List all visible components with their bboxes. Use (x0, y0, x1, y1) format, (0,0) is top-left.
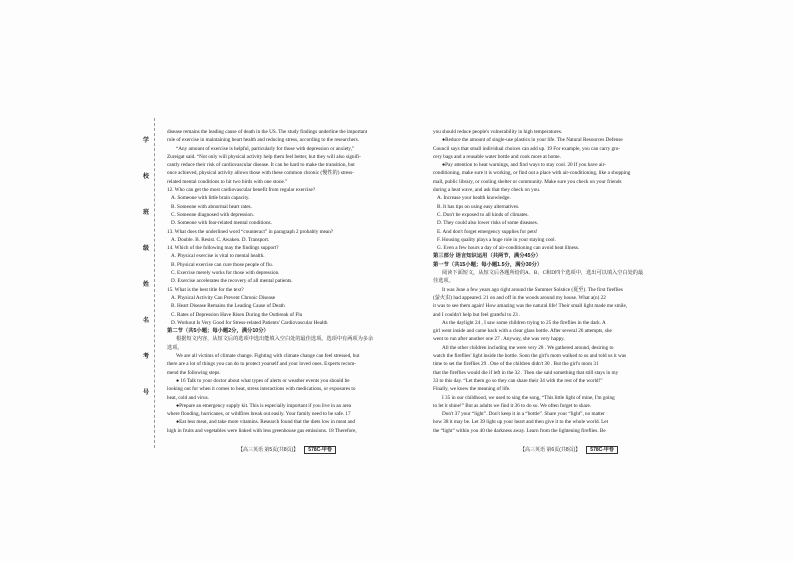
text-line: We are all victims of climate change. Fighting with climate change can feel stressed, but (176, 353, 360, 360)
text-line: time to set the fireflies 29 . One of the children didn't 30 . But the girl's mom 31 (433, 361, 599, 368)
text-line: 佳选项。 (433, 278, 454, 285)
text-line: role of exercise in maintaining heart health and reducing stress, according to the researchers. (167, 137, 360, 144)
text-line: it was to see them again! How amazing was the natural life! Their small light made me smile, (433, 303, 628, 310)
text-line: heat, cold and virus. (167, 394, 209, 401)
text-line: D. Exercise accelerates the recovery of all mental patients. (171, 278, 293, 285)
text-line: C. Rates of Depression Have Risen During the Outbreak of Flu (171, 311, 303, 318)
text-line: As the daylight 24 , I saw some children trying to 25 the fireflies in the dark. A (442, 319, 606, 326)
text-line: related mental conditions to hit two birds with one stone.” (167, 178, 288, 185)
text-line: mend the following steps. (167, 369, 221, 376)
text-line: (萤火虫) had appeared. 21 on and off in the woods around my house. What a(n) 22 (433, 294, 606, 301)
right-footer-tag: 578C-甲卷 (586, 446, 618, 454)
binding-margin-labels (140, 128, 152, 428)
text-line: B. Someone with abnormal heart rates. (171, 203, 252, 210)
text-line: 第一节（共15小题；每小题1.5分，满分30分） (433, 261, 543, 268)
text-line: A. Increase your health knowledge. (437, 195, 511, 202)
text-line: once achieved, physical activity allows those with these common chronic (慢性的) stress- (167, 170, 354, 177)
text-line: E. And don't forget emergency supplies for pets! (437, 228, 538, 235)
right-page-text (433, 128, 695, 435)
text-line: Finally, we knew the meaning of life. (433, 386, 511, 393)
text-line: cery bags and a reusable water bottle and cook more at home. (433, 153, 561, 160)
text-line: during a heat wave, and ask that they check on you. (433, 187, 541, 194)
text-line: D. They could also lower risks of some diseases. (437, 220, 539, 227)
text-line: C. Someone diagnosed with depression. (171, 211, 254, 218)
text-line: 选项。 (167, 344, 183, 351)
left-footer-text: 【高三英语 第5页(共8页)】 (238, 447, 299, 453)
margin-mark: 号 (142, 390, 149, 396)
margin-mark: 考 (142, 354, 149, 360)
text-line: 33 to this day. “Let them go so they can share their 34 with the rest of the world!” (433, 377, 603, 384)
text-line: cantly reduce their risk of cardiovascular disease. It can be hard to make the transition, but (167, 162, 355, 169)
left-page-text (167, 128, 429, 435)
margin-mark: 学 (142, 138, 149, 144)
text-line: B. It has tips on using easy alternatives. (437, 203, 520, 210)
text-line: A. Someone with little brain capacity. (171, 195, 250, 202)
text-line: D. Someone with fear-related mental conditions. (171, 220, 272, 227)
text-line: Don't 37 your “light”. Don't keep it in a “bottle”. Share your “light”, no matter (442, 411, 605, 418)
text-line: the “light” within you 40 the darkness away. Learn from the lightening fireflies. Be (433, 427, 606, 434)
text-line: Zureigat said. “Not only will physical activity help them feel better, but they will also signifi- (167, 153, 361, 160)
right-page-footer (520, 447, 618, 454)
text-line: A. Physical Activity Can Prevent Chronic Disease (171, 294, 276, 301)
text-line: ● 16 Talk to your doctor about what types of alerts or weather events you should be (176, 377, 350, 384)
text-line: to let it shine!” But as adults we find it 36 to do so. We often forget to share. (433, 402, 592, 409)
text-line: watch the fireflies' light inside the bottle. Soon the girl's mom walked to us and told us it was (433, 353, 627, 360)
margin-mark: 校 (142, 174, 149, 180)
text-line: 阅读下面短文，从短文后各题所给的A、B、C和D四个选项中，选出可以填入空白处的最 (442, 270, 644, 277)
text-line: D. Workout Is Very Good for Stress-related Patients' Cardiovascular Health (171, 319, 328, 326)
text-line: I 35 in our childhood, we used to sing the song, “This little light of mine, I'm going (442, 394, 615, 401)
text-line: C. Exercise merely works for those with depression. (171, 270, 280, 277)
text-line: A. Physical exercise is vital to mental health. (171, 253, 265, 260)
text-line: B. Physical exercise can cure those people of flu. (171, 261, 273, 268)
text-line: high in fruits and vegetables were linked with less greenhouse gas emissions. 18 Therefore, (167, 427, 357, 434)
left-footer-tag: 578C-甲卷 (304, 446, 336, 454)
text-line: 第二节（共5小题；每小题2分，满分10分） (167, 328, 269, 335)
text-line: looking out for when it comes to heat, stress interactions with medications, or exposures to (167, 386, 356, 393)
text-line: and I couldn't help but feel grateful to 23 . (433, 311, 521, 318)
margin-mark: 班 (142, 210, 149, 216)
text-line: disease remains the leading cause of death in the US. The study findings underline the important (167, 129, 368, 135)
text-line: F. Housing quality plays a huge role in your staying cool. (437, 236, 556, 243)
text-line: 12. Who can get the most cardiovascular benefit from regular exercise? (167, 187, 316, 194)
text-line: mall, public library, or cooling shelter or community. Make sure you check on your friends (433, 178, 622, 185)
text-line: that the fireflies would die if left in the 32 . Then she said something that still stays in my (433, 369, 619, 376)
text-line: conditioning, make sure it is working, or find out a place with air-conditioning, like a shopping (433, 170, 631, 177)
text-line: A. Double. B. Resist. C. Awaken. D. Transport. (171, 236, 270, 243)
text-line: went to run after another one 27 . Anyway, she was very happy. (433, 336, 565, 343)
text-line: 15. What is the best title for the text? (167, 286, 244, 293)
text-line: where flooding, hurricanes, or wildfires break out easily. Your family need to be safe. 17 (167, 411, 351, 418)
text-line: ●Prepare an emergency supply kit. This is especially important if you live in an area (176, 402, 352, 409)
text-line: Council says that small individual choices can add up. 19 For example, you can carry gro- (433, 145, 621, 152)
text-line: ●Reduce the amount of single-use plastics in your life. The Natural Resources Defense (442, 137, 623, 144)
text-line: “Any amount of exercise is helpful, particularly for those with depression or anxiety,” (176, 145, 355, 152)
text-line: 13. What does the underlined word “counteract” in paragraph 2 probably mean? (167, 228, 334, 235)
text-line: how 38 it may be. Let 39 light up your heart and then give it to the whole world. Let (433, 419, 609, 426)
text-line: C. Don't be exposed to all kinds of climates. (437, 211, 529, 218)
margin-mark: 级 (142, 246, 149, 252)
right-footer-text: 【高三英语 第6页(共8页)】 (520, 447, 581, 453)
text-line: there are a lot of things you can do to protect yourself and your loved ones. Experts recom- (167, 361, 356, 368)
text-line: 14. Which of the following may the findings support? (167, 245, 279, 252)
text-line: G. Even a few hours a day of air-conditioning can avoid heat illness. (437, 245, 580, 252)
left-page-footer (238, 447, 336, 454)
text-line: It was June a few years ago right around the Summer Solstice (夏至). The first fireflies (442, 286, 623, 293)
text-line: 第三部分 语言知识运用（共两节，满分45分） (433, 253, 542, 260)
margin-mark: 名 (142, 318, 149, 324)
text-line: B. Heart Disease Remains the Leading Cause of Death (171, 303, 285, 310)
text-line: girl went inside and came back with a clear glass bottle. After several 26 attempts, she (433, 328, 612, 335)
text-line: ●Pay attention to heat warnings, and find ways to stay cool. 20 If you have air- (442, 162, 606, 169)
binding-dashed-line (154, 118, 155, 448)
text-line: ●Eat less meat, and take more vitamins. Research found that the diets low in meat and (176, 419, 356, 426)
text-line: All the other children including me were very 28 . We gathered around, desiring to (442, 344, 614, 351)
text-line: you should reduce people's vulnerability in high temperatures. (433, 129, 563, 135)
margin-mark: 姓 (142, 282, 149, 288)
text-line: 根据短文内容，从短文后的选项中选出能填入空白处的最佳选项。选项中有两项为多余 (176, 336, 374, 343)
